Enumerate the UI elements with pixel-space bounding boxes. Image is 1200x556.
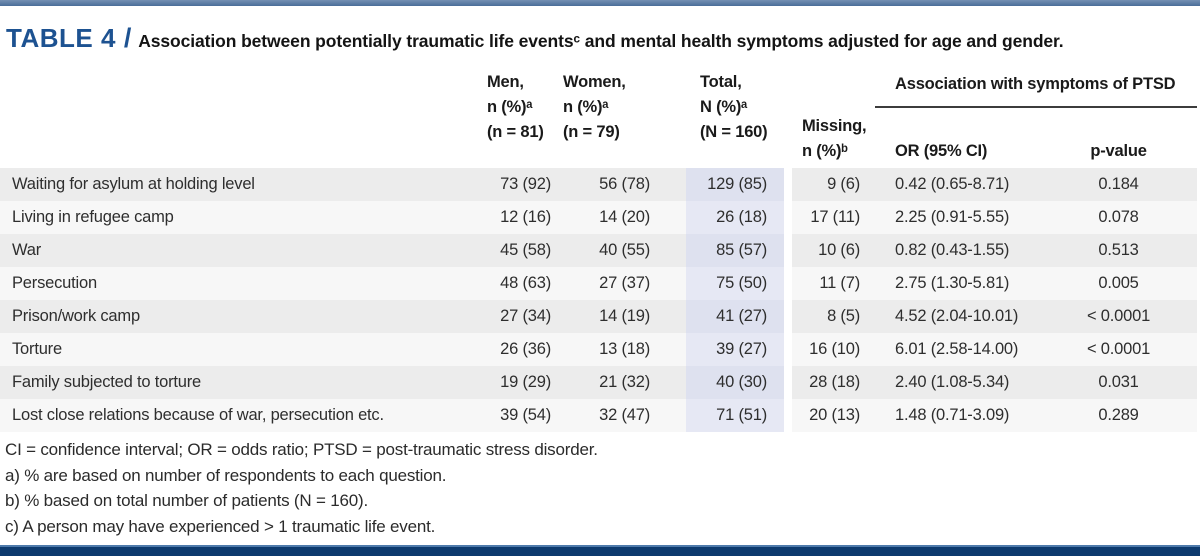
men-value-cell: 73 (92)	[470, 168, 555, 201]
footnote-a: a) % are based on number of respondents to each question.	[5, 465, 447, 485]
table-header	[0, 64, 1197, 168]
event-label-cell: War	[0, 234, 470, 267]
total-value-cell: 40 (30)	[686, 366, 788, 399]
men-value-cell: 45 (58)	[470, 234, 555, 267]
event-label-cell: Waiting for asylum at holding level	[0, 168, 470, 201]
event-label-cell: Living in refugee camp	[0, 201, 470, 234]
event-label-cell: Prison/work camp	[0, 300, 470, 333]
total-value-cell: 71 (51)	[686, 399, 788, 432]
table-row	[0, 267, 1197, 300]
pvalue-cell: 0.289	[1040, 399, 1197, 432]
men-column-header	[470, 64, 555, 168]
missing-column-header	[788, 64, 875, 168]
table-row	[0, 168, 1197, 201]
odds-ratio-cell: 2.40 (1.08-5.34)	[875, 366, 1040, 399]
missing-value-cell: 9 (6)	[788, 168, 875, 201]
table-body	[0, 168, 1197, 432]
event-label-cell: Family subjected to torture	[0, 366, 470, 399]
ptsd-association-group-header: Association with symptoms of PTSD	[875, 64, 1197, 107]
odds-ratio-cell: 2.25 (0.91-5.55)	[875, 201, 1040, 234]
missing-value-cell: 20 (13)	[788, 399, 875, 432]
total-value-cell: 85 (57)	[686, 234, 788, 267]
women-header-line3: (n = 79)	[563, 123, 620, 141]
odds-ratio-cell: 6.01 (2.58-14.00)	[875, 333, 1040, 366]
men-value-cell: 12 (16)	[470, 201, 555, 234]
pvalue-cell: 0.031	[1040, 366, 1197, 399]
table-row	[0, 333, 1197, 366]
event-label-cell: Lost close relations because of war, persecution etc.	[0, 399, 470, 432]
pvalue-column-header: p-value	[1040, 107, 1197, 168]
total-header-line1: Total,	[700, 73, 742, 91]
women-value-cell: 32 (47)	[555, 399, 686, 432]
total-value-cell: 26 (18)	[686, 201, 788, 234]
men-header-line1: Men,	[487, 73, 524, 91]
or-column-header: OR (95% CI)	[875, 107, 1040, 168]
table-number: TABLE 4	[6, 23, 116, 53]
women-value-cell: 14 (19)	[555, 300, 686, 333]
men-value-cell: 26 (36)	[470, 333, 555, 366]
women-value-cell: 40 (55)	[555, 234, 686, 267]
odds-ratio-cell: 1.48 (0.71-3.09)	[875, 399, 1040, 432]
men-value-cell: 48 (63)	[470, 267, 555, 300]
bottom-accent-bar	[0, 545, 1200, 556]
women-value-cell: 21 (32)	[555, 366, 686, 399]
odds-ratio-cell: 0.82 (0.43-1.55)	[875, 234, 1040, 267]
footnote-b: b) % based on total number of patients (N = 160).	[5, 491, 368, 510]
table-row	[0, 300, 1197, 333]
total-header-line2: N (%)ᵃ	[700, 98, 748, 116]
pvalue-cell: 0.513	[1040, 234, 1197, 267]
event-label-cell: Torture	[0, 333, 470, 366]
pvalue-cell: < 0.0001	[1040, 300, 1197, 333]
total-value-cell: 39 (27)	[686, 333, 788, 366]
missing-value-cell: 28 (18)	[788, 366, 875, 399]
missing-value-cell: 17 (11)	[788, 201, 875, 234]
table-row	[0, 399, 1197, 432]
event-column-header	[0, 64, 470, 168]
results-table	[0, 64, 1197, 432]
men-value-cell: 27 (34)	[470, 300, 555, 333]
footnotes	[0, 432, 1200, 539]
total-header-line3: (N = 160)	[700, 123, 768, 141]
table-row	[0, 234, 1197, 267]
pvalue-cell: < 0.0001	[1040, 333, 1197, 366]
men-header-line2: n (%)ᵃ	[487, 98, 533, 116]
total-value-cell: 41 (27)	[686, 300, 788, 333]
men-value-cell: 19 (29)	[470, 366, 555, 399]
missing-value-cell: 11 (7)	[788, 267, 875, 300]
title-slash-divider: /	[123, 23, 132, 53]
total-column-header	[686, 64, 788, 168]
women-header-line2: n (%)ᵃ	[563, 98, 609, 116]
pvalue-cell: 0.184	[1040, 168, 1197, 201]
men-value-cell: 39 (54)	[470, 399, 555, 432]
total-value-cell: 75 (50)	[686, 267, 788, 300]
missing-header-line1: Missing,	[802, 117, 867, 135]
missing-value-cell: 16 (10)	[788, 333, 875, 366]
footnote-abbreviations: CI = confidence interval; OR = odds ratio; PTSD = post-traumatic stress disorder.	[5, 440, 598, 459]
total-value-cell: 129 (85)	[686, 168, 788, 201]
odds-ratio-cell: 0.42 (0.65-8.71)	[875, 168, 1040, 201]
missing-value-cell: 10 (6)	[788, 234, 875, 267]
footnote-c: c) A person may have experienced > 1 traumatic life event.	[5, 516, 436, 536]
women-value-cell: 56 (78)	[555, 168, 686, 201]
missing-value-cell: 8 (5)	[788, 300, 875, 333]
table-row	[0, 366, 1197, 399]
missing-header-line2: n (%)ᵇ	[802, 142, 848, 160]
women-value-cell: 14 (20)	[555, 201, 686, 234]
odds-ratio-cell: 4.52 (2.04-10.01)	[875, 300, 1040, 333]
odds-ratio-cell: 2.75 (1.30-5.81)	[875, 267, 1040, 300]
table-row	[0, 201, 1197, 234]
women-header-line1: Women,	[563, 73, 626, 91]
women-value-cell: 13 (18)	[555, 333, 686, 366]
pvalue-cell: 0.078	[1040, 201, 1197, 234]
women-value-cell: 27 (37)	[555, 267, 686, 300]
table-title	[0, 6, 1200, 64]
table-caption: Association between potentially traumatic life eventsᶜ and mental health symptoms adjusted for age and gender.	[138, 31, 1064, 51]
women-column-header	[555, 64, 686, 168]
event-label-cell: Persecution	[0, 267, 470, 300]
men-header-line3: (n = 81)	[487, 123, 544, 141]
pvalue-cell: 0.005	[1040, 267, 1197, 300]
